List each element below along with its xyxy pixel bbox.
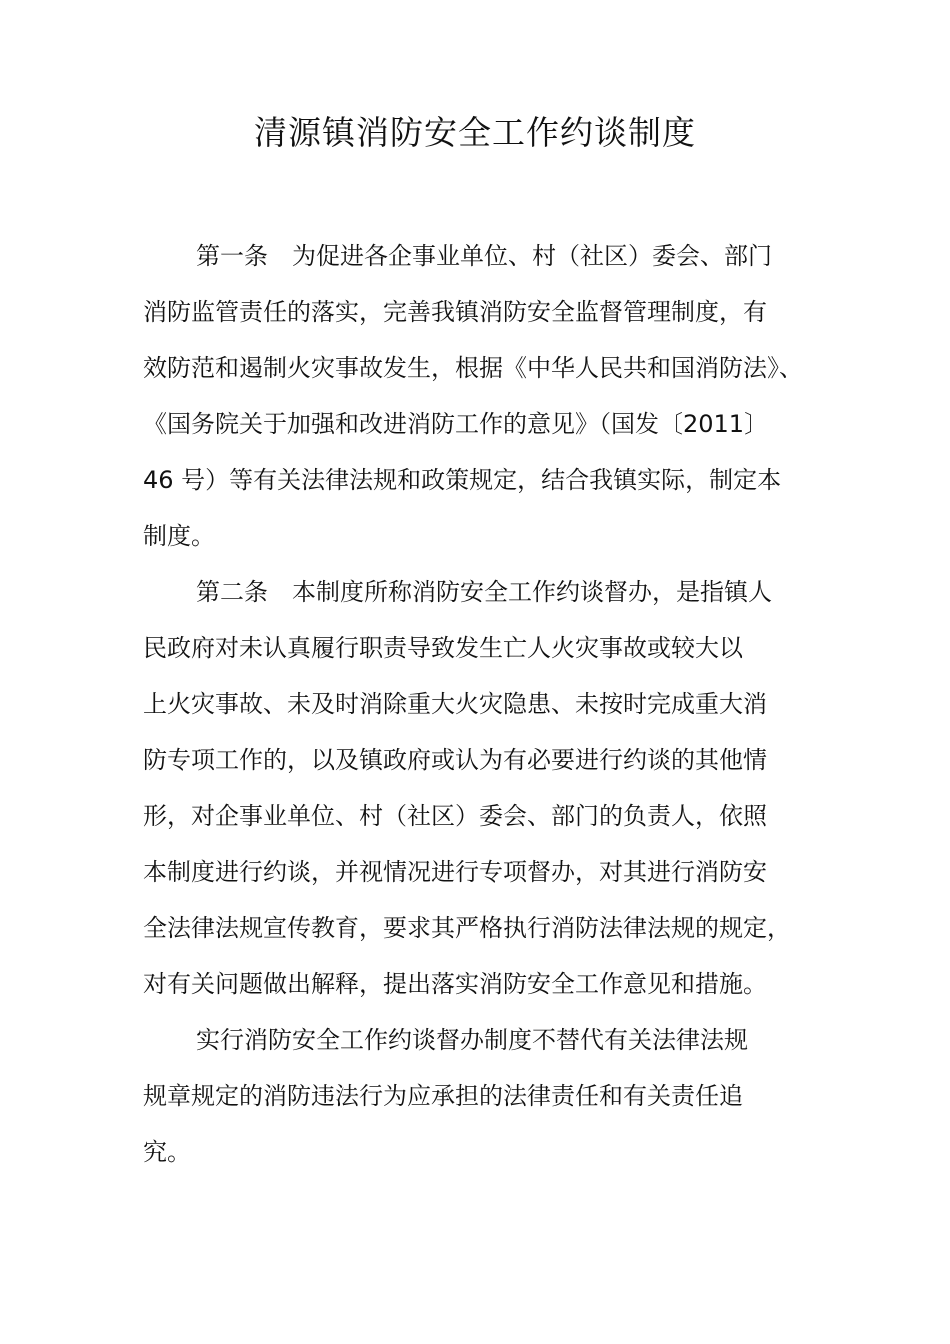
article-2-line-5: 形，对企事业单位、村（社区）委会、部门的负责人，依照 [143, 802, 767, 830]
paragraph-3-line-1: 实行消防安全工作约谈督办制度不替代有关法律法规 [196, 1026, 748, 1054]
article-1-line-3: 效防范和遏制火灾事故发生，根据《中华人民共和国消防法》、 [143, 354, 803, 382]
article-2-line-8: 对有关问题做出解释，提出落实消防安全工作意见和措施。 [143, 970, 767, 998]
article-2-line-2: 民政府对未认真履行职责导致发生亡人火灾事故或较大以 [143, 634, 743, 662]
article-1-line-1: 第一条 为促进各企事业单位、村（社区）委会、部门 [196, 242, 772, 270]
article-2-line-6: 本制度进行约谈，并视情况进行专项督办，对其进行消防安 [143, 858, 767, 886]
article-1-line-5: 46 号）等有关法律法规和政策规定，结合我镇实际，制定本 [143, 466, 782, 494]
article-2-line-7: 全法律法规宣传教育，要求其严格执行消防法律法规的规定， [143, 914, 791, 942]
paragraph-3-line-3: 究。 [143, 1138, 191, 1166]
article-1-line-6: 制度。 [143, 522, 215, 550]
article-1-line-4: 《国务院关于加强和改进消防工作的意见》（国发〔2011〕 [143, 410, 769, 438]
article-2-line-4: 防专项工作的，以及镇政府或认为有必要进行约谈的其他情 [143, 746, 767, 774]
document-title: 清源镇消防安全工作约谈制度 [254, 113, 696, 152]
article-2-line-3: 上火灾事故、未及时消除重大火灾隐患、未按时完成重大消 [143, 690, 767, 718]
article-2-line-1: 第二条 本制度所称消防安全工作约谈督办，是指镇人 [196, 578, 772, 606]
article-1-line-2: 消防监管责任的落实，完善我镇消防安全监督管理制度，有 [143, 298, 767, 326]
paragraph-3-line-2: 规章规定的消防违法行为应承担的法律责任和有关责任追 [143, 1082, 743, 1110]
